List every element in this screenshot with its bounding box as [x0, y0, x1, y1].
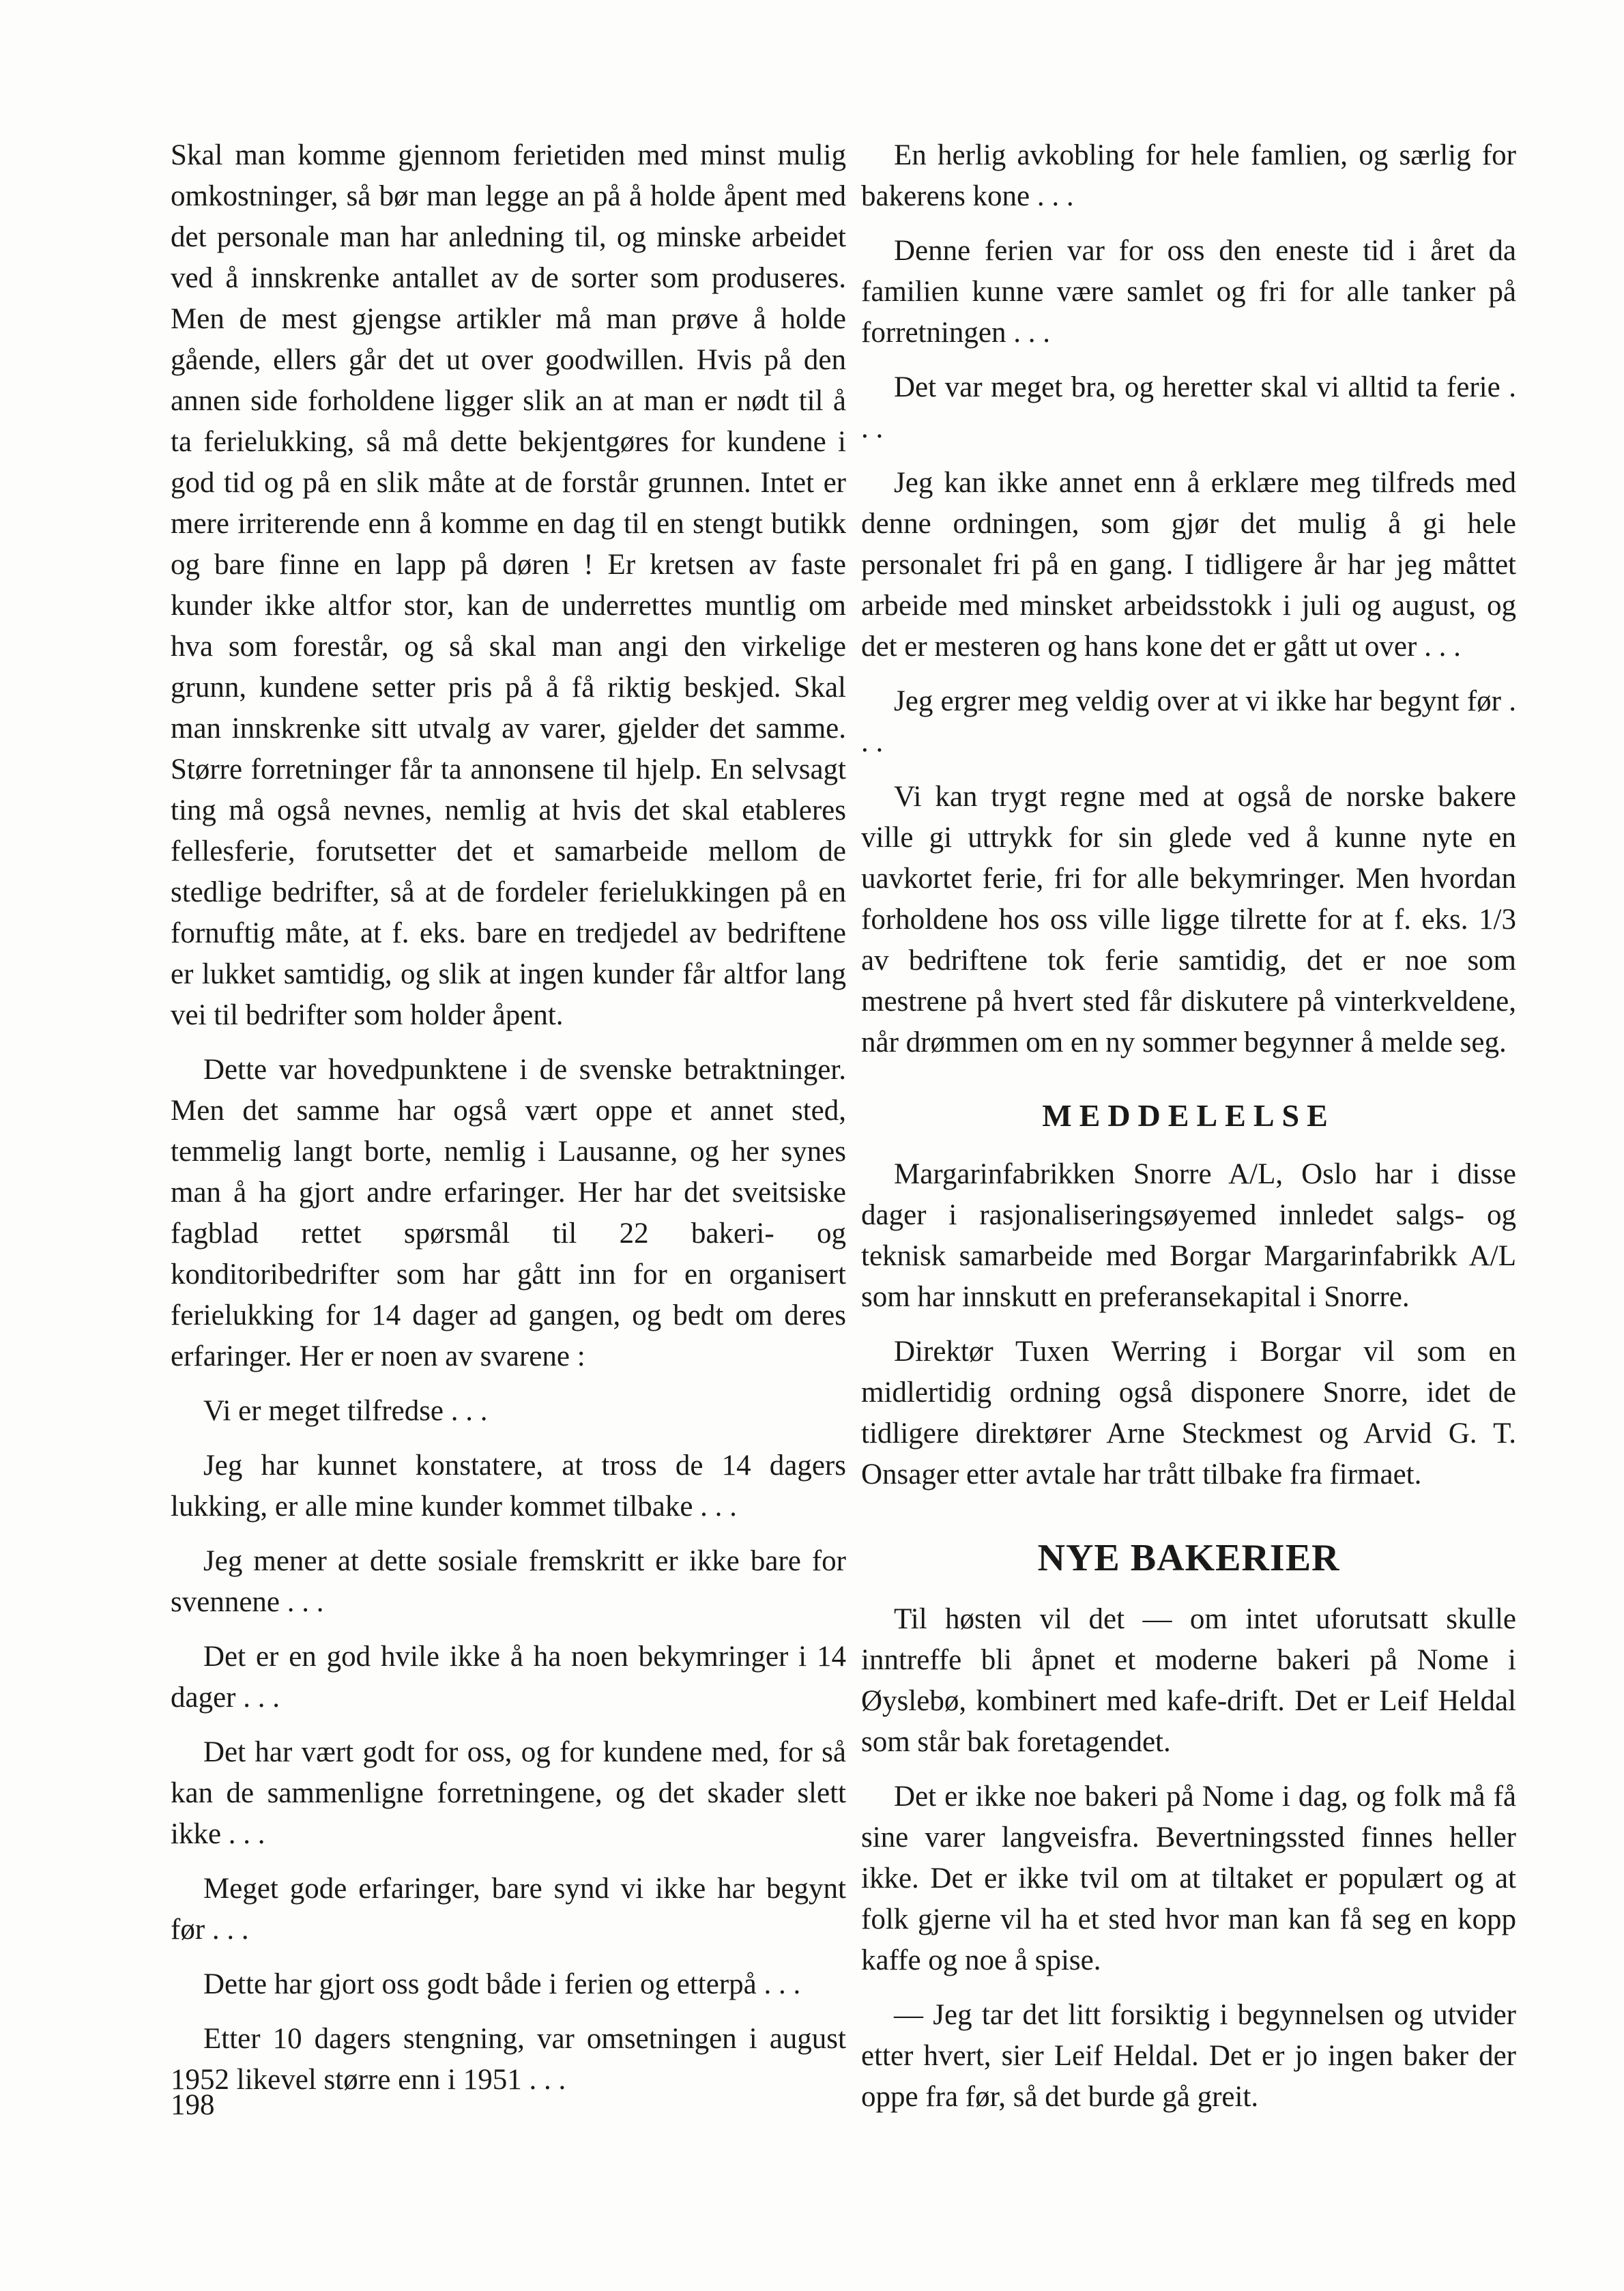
quote: Jeg ergrer meg veldig over at vi ikke har begynt før . . . [861, 685, 1516, 758]
paragraph: Vi kan trygt regne med at også de norske bakere ville gi uttrykk for sin glede ved å kunne nyte en uavkortet ferie, fri for alle bekymringer. Men hvordan forholdene hos oss ville ligge tilrette for at f. eks. 1/3 av bedriftene tok ferie samtidig, det er noe som mestrene på hvert sted får diskutere på vinterkveldene, når drømmen om en ny sommer begynner å melde seg. [861, 781, 1516, 1058]
paragraph: Margarinfabrikken Snorre A/L, Oslo har i disse dager i rasjonaliseringsøyemed innledet salgs- og teknisk samarbeide med Borgar Margarinfabrikk A/L som har innskutt en preferansekapital i Snorre. [861, 1158, 1516, 1313]
paragraph: Skal man komme gjennom ferietiden med minst mulig omkostninger, så bør man legge an på å holde åpent med det personale man har anledning til, og minske arbeidet ved å innskrenke antallet av de sorter som produseres. Men de mest gjengse artikler må man prøve å holde gående, ellers går det ut over goodwillen. Hvis på den annen side forholdene ligger slik an at man er nødt til å ta ferielukking, så må dette bekjentgøres for kundene i god tid og på en slik måte at de forstår grunnen. Intet er mere irriterende enn å komme en dag til en stengt butikk og bare finne en lapp på døren ! Er kretsen av faste kunder ikke altfor stor, kan de underrettes muntlig om hva som forestår, og så skal man angi den virkelige grunn, kundene setter pris på å få riktig beskjed. Skal man innskrenke sitt utvalg av varer, gjelder det samme. Større forretninger får ta annonsene til hjelp. En selvsagt ting må også nevnes, nemlig at hvis det skal etableres fellesferie, forutsetter det et samarbeide mellom de stedlige bedrifter, så at de fordeler ferielukkingen på en fornuftig måte, at f. eks. bare en tredjedel av bedriftene er lukket samtidig, og slik at ingen kunder får altfor lang vei til bedrifter som holder åpent. [171, 139, 846, 1031]
quote: Etter 10 dagers stengning, var omsetningen i august 1952 likevel større enn i 1951 . . . [171, 2023, 846, 2096]
quote: Denne ferien var for oss den eneste tid i året da familien kunne være samlet og fri for alle tanker på forretningen . . . [861, 235, 1516, 349]
quote: Jeg mener at dette sosiale fremskritt er ikke bare for svennene . . . [171, 1545, 846, 1618]
right-column [861, 135, 1516, 2131]
quote: En herlig avkobling for hele famlien, og særlig for bakerens kone . . . [861, 139, 1516, 212]
quote: Jeg har kunnet konstatere, at tross de 14 dagers lukking, er alle mine kunder kommet tilbake . . . [171, 1450, 846, 1523]
paragraph: Det er ikke noe bakeri på Nome i dag, og folk må få sine varer langveisfra. Bevertningssted finnes heller ikke. Det er ikke tvil om at tiltaket er populært og at folk gjerne vil ha et sted hvor man kan få seg en kopp kaffe og noe å spise. [861, 1781, 1516, 1976]
quote: Det var meget bra, og heretter skal vi alltid ta ferie . . . [861, 371, 1516, 444]
quote: Dette har gjort oss godt både i ferien og etterpå . . . [203, 1968, 801, 2000]
nye-bakerier-heading: NYE BAKERIER [1037, 1537, 1340, 1579]
paragraph: Direktør Tuxen Werring i Borgar vil som en midlertidig ordning også disponere Snorre, idet de tidligere direktører Arne Steckmest og Arvid G. T. Onsager etter avtale har trått tilbake fra firmaet. [861, 1336, 1516, 1490]
meddelelse-heading: MEDDELELSE [1042, 1098, 1335, 1133]
paragraph: Til høsten vil det — om intet uforutsatt skulle inntreffe bli åpnet et moderne bakeri på Nome i Øyslebø, kombinert med kafe-drift. Det er Leif Heldal som står bak foretagendet. [861, 1603, 1516, 1758]
quote: Det er en god hvile ikke å ha noen bekymringer i 14 dager . . . [171, 1641, 846, 1714]
page-number: 198 [171, 2089, 215, 2121]
paragraph: Dette var hovedpunktene i de svenske betraktninger. Men det samme har også vært oppe et annet sted, temmelig langt borte, nemlig i Lausanne, og her synes man å ha gjort andre erfaringer. Her har det sveitsiske fagblad rettet spørsmål til 22 bakeri- og konditoribedrifter som har gått inn for en organisert ferielukking for 14 dager ad gangen, og bedt om deres erfaringer. Her er noen av svarene : [171, 1054, 846, 1372]
quote: Meget gode erfaringer, bare synd vi ikke har begynt før . . . [171, 1873, 846, 1946]
paragraph: — Jeg tar det litt forsiktig i begynnelsen og utvider etter hvert, sier Leif Heldal. Det er jo ingen baker der oppe fra før, så det burde gå greit. [861, 1999, 1516, 2113]
quote: Vi er meget tilfredse . . . [203, 1395, 488, 1427]
quote: Det har vært godt for oss, og for kundene med, for så kan de sammenligne forretningene, og det skader slett ikke . . . [171, 1736, 846, 1850]
left-column [171, 135, 846, 2114]
quote: Jeg kan ikke annet enn å erklære meg tilfreds med denne ordningen, som gjør det mulig å gi hele personalet fri på en gang. I tidligere år har jeg måttet arbeide med minsket arbeidsstokk i juli og august, og det er mesteren og hans kone det er gått ut over . . . [861, 467, 1516, 663]
